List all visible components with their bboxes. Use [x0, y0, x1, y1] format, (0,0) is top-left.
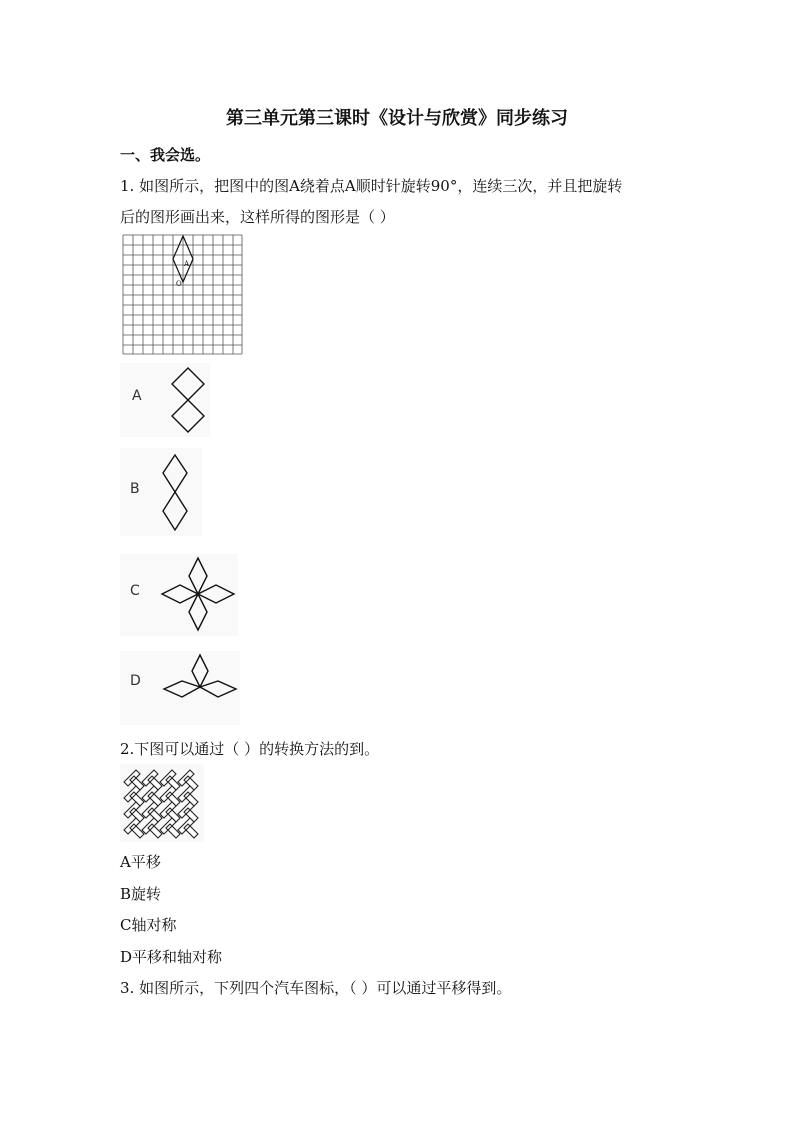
question-2-option-a: A平移 — [120, 853, 161, 871]
question-2-option-c: C轴对称 — [120, 916, 177, 934]
question-2-text: 2.下图可以通过（ ）的转换方法的到。 — [120, 740, 380, 758]
label-point-a: A — [184, 260, 190, 268]
option-d-image[interactable] — [120, 651, 240, 725]
question-2-option-b: B旋转 — [120, 885, 162, 903]
option-b-figure — [158, 454, 192, 532]
question-3-text: 3. 如图所示，下列四个汽车图标，（ ）可以通过平移得到。 — [120, 979, 512, 997]
pattern-tiles — [124, 770, 198, 838]
option-a-figure — [168, 367, 212, 435]
question-2-pattern-image — [120, 764, 204, 842]
option-d-figure — [162, 653, 238, 705]
question-2-option-d: D平移和轴对称 — [120, 948, 223, 966]
option-b-letter: B — [130, 481, 140, 497]
label-point-o: O — [176, 280, 182, 288]
question-1-line-2: 后的图形画出来，这样所得的图形是（ ） — [120, 208, 395, 226]
option-c-image[interactable] — [120, 554, 238, 636]
option-a-image[interactable] — [120, 363, 210, 437]
option-b-image[interactable] — [120, 448, 202, 536]
grid-figure-svg — [122, 234, 244, 356]
question-1-line-1: 1. 如图所示，把图中的图A绕着点A顺时针旋转90°，连续三次，并且把旋转 — [120, 177, 623, 195]
option-a-letter: A — [132, 388, 142, 404]
page-title: 第三单元第三课时《设计与欣赏》同步练习 — [226, 108, 568, 129]
option-c-letter: C — [130, 583, 140, 599]
option-d-letter: D — [130, 673, 141, 689]
grid-lines — [123, 235, 242, 354]
woven-pattern-svg — [120, 764, 204, 842]
option-c-figure — [160, 556, 236, 632]
question-1-grid-figure — [122, 234, 244, 356]
section-heading: 一、我会选。 — [120, 146, 211, 164]
